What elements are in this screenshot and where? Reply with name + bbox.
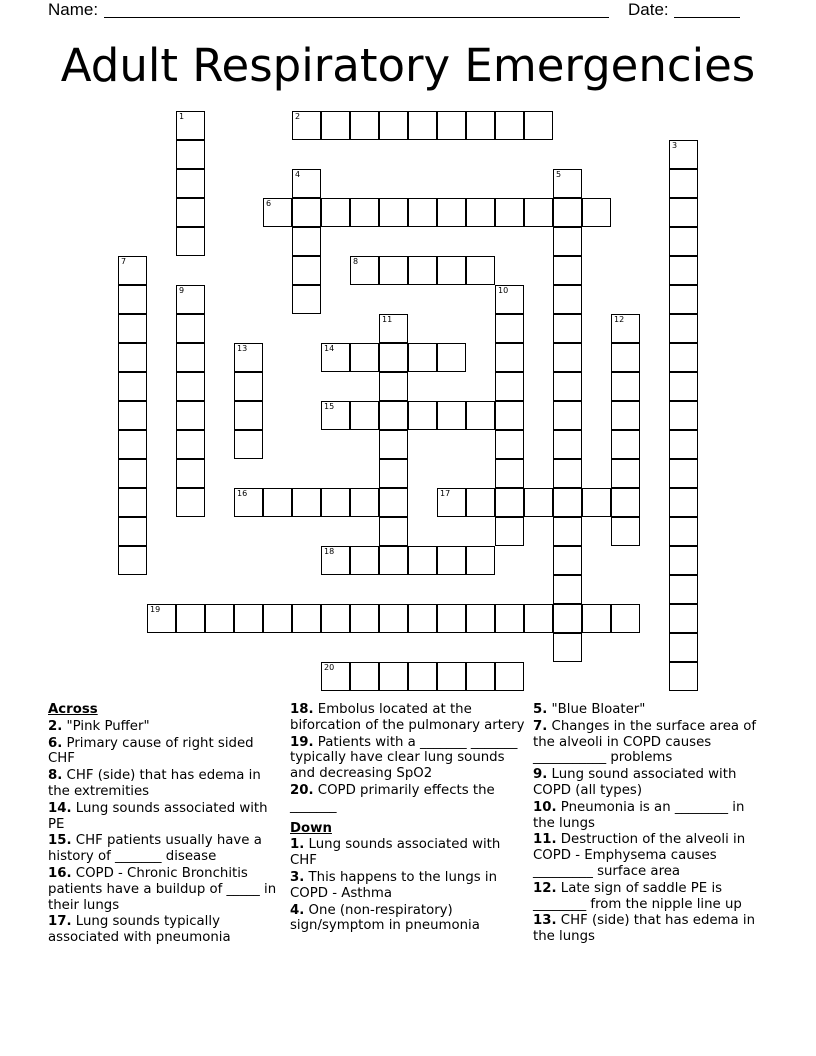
grid-cell[interactable]: [234, 604, 263, 633]
clue-across-15: 15. CHF patients usually have a history of _______ disease: [48, 833, 267, 865]
clue-across-8: 8. CHF (side) that has edema in the extremities: [48, 768, 265, 799]
grid-cell[interactable]: [234, 372, 263, 401]
grid-cell[interactable]: [379, 604, 408, 633]
grid-cell[interactable]: [292, 227, 321, 256]
grid-cell[interactable]: [350, 198, 379, 227]
grid-cell[interactable]: [437, 256, 466, 285]
grid-cell[interactable]: [582, 488, 611, 517]
grid-cell[interactable]: [495, 343, 524, 372]
grid-cell[interactable]: [669, 517, 698, 546]
grid-cell[interactable]: [669, 256, 698, 285]
grid-cell[interactable]: [466, 662, 495, 691]
grid-cell[interactable]: [321, 343, 350, 372]
grid-cell[interactable]: [118, 314, 147, 343]
grid-cell[interactable]: [524, 198, 553, 227]
grid-cell[interactable]: [408, 546, 437, 575]
clue-number: 19: [150, 605, 161, 614]
clue-number: 11: [382, 315, 393, 324]
grid-cell[interactable]: [611, 517, 640, 546]
grid-cell[interactable]: [350, 256, 379, 285]
grid-cell[interactable]: [466, 401, 495, 430]
grid-cell[interactable]: [669, 488, 698, 517]
grid-cell[interactable]: [669, 169, 698, 198]
grid-cell[interactable]: [176, 430, 205, 459]
clue-number: 2: [295, 112, 301, 121]
clue-number: 16: [237, 489, 248, 498]
grid-cell[interactable]: [524, 111, 553, 140]
clue-number: 18: [324, 547, 335, 556]
clue-number: 9: [179, 286, 185, 295]
grid-cell[interactable]: [495, 111, 524, 140]
clue-down-5: 5. "Blue Bloater": [533, 702, 646, 717]
grid-cell[interactable]: [147, 604, 176, 633]
grid-cell[interactable]: [611, 401, 640, 430]
grid-cell[interactable]: [118, 517, 147, 546]
clue-down-1: 1. Lung sounds associated with CHF: [290, 837, 505, 869]
grid-cell[interactable]: [379, 256, 408, 285]
grid-cell[interactable]: [437, 111, 466, 140]
grid-cell[interactable]: [466, 256, 495, 285]
grid-cell[interactable]: [321, 488, 350, 517]
grid-cell[interactable]: [495, 488, 524, 517]
grid-cell[interactable]: [437, 604, 466, 633]
clue-down-4: 4. One (non-respiratory) sign/symptom in pneumonia: [290, 902, 480, 934]
grid-cell[interactable]: [553, 546, 582, 575]
clue-number: 3: [672, 141, 678, 150]
grid-cell[interactable]: [350, 662, 379, 691]
clue-across-19: 19. Patients with a _______ _______ typically have clear lung sounds and decreasing SpO2: [290, 734, 522, 782]
grid-cell[interactable]: [495, 401, 524, 430]
clue-down-7: 7. Changes in the surface area of the alveoli in COPD causes ___________ problems: [533, 718, 761, 766]
grid-cell[interactable]: [669, 198, 698, 227]
clue-number: 7: [121, 257, 127, 266]
grid-cell[interactable]: [176, 140, 205, 169]
grid-cell[interactable]: [553, 227, 582, 256]
grid-cell[interactable]: [379, 459, 408, 488]
grid-cell[interactable]: [176, 285, 205, 314]
clue-down-10: 10. Pneumonia is an ________ in the lungs: [533, 799, 749, 831]
grid-cell[interactable]: [669, 662, 698, 691]
grid-cell[interactable]: [379, 314, 408, 343]
page-title: Adult Respiratory Emergencies: [60, 39, 756, 92]
grid-cell[interactable]: [669, 575, 698, 604]
grid-cell[interactable]: [495, 517, 524, 546]
grid-cell[interactable]: [176, 459, 205, 488]
grid-cell[interactable]: [321, 198, 350, 227]
grid-cell[interactable]: [176, 111, 205, 140]
grid-cell[interactable]: [379, 488, 408, 517]
grid-cell[interactable]: [234, 488, 263, 517]
grid-cell[interactable]: [437, 198, 466, 227]
grid-cell[interactable]: [611, 343, 640, 372]
grid-cell[interactable]: [553, 314, 582, 343]
grid-cell[interactable]: [553, 604, 582, 633]
date-label: Date:: [628, 0, 669, 19]
clue-down-12: 12. Late sign of saddle PE is ________ from the nipple line up: [533, 880, 742, 912]
clue-across-20: 20. COPD primarily effects the _______: [290, 782, 499, 814]
name-label: Name:: [48, 0, 99, 19]
grid-cell[interactable]: [437, 488, 466, 517]
grid-cell[interactable]: [350, 343, 379, 372]
grid-cell[interactable]: [669, 140, 698, 169]
clue-number: 17: [440, 489, 451, 498]
grid-cell[interactable]: [553, 401, 582, 430]
grid-cell[interactable]: [553, 169, 582, 198]
grid-cell[interactable]: [495, 604, 524, 633]
grid-cell[interactable]: [176, 169, 205, 198]
grid-cell[interactable]: [553, 430, 582, 459]
grid-cell[interactable]: [582, 198, 611, 227]
grid-cell[interactable]: [379, 517, 408, 546]
grid-cell[interactable]: [524, 604, 553, 633]
grid-cell[interactable]: [118, 401, 147, 430]
grid-cell[interactable]: [669, 604, 698, 633]
clue-down-11: 11. Destruction of the alveoli in COPD - Emphysema causes _________ surface area: [533, 832, 750, 879]
grid-cell[interactable]: [553, 285, 582, 314]
clue-number: 6: [266, 199, 272, 208]
grid-cell[interactable]: [408, 662, 437, 691]
across-heading: Across: [48, 702, 98, 717]
grid-cell[interactable]: [263, 198, 292, 227]
grid-cell[interactable]: [379, 111, 408, 140]
grid-cell[interactable]: [582, 604, 611, 633]
grid-cell[interactable]: [350, 401, 379, 430]
grid-cell[interactable]: [495, 285, 524, 314]
grid-cell[interactable]: [466, 604, 495, 633]
grid-cell[interactable]: [495, 198, 524, 227]
clue-number: 1: [179, 112, 185, 121]
grid-cell[interactable]: [379, 198, 408, 227]
grid-cell[interactable]: [350, 546, 379, 575]
clue-down-13: 13. CHF (side) that has edema in the lungs: [533, 913, 760, 945]
grid-cell[interactable]: [611, 604, 640, 633]
grid-cell[interactable]: [118, 546, 147, 575]
grid-cell[interactable]: [669, 459, 698, 488]
grid-cell[interactable]: [118, 372, 147, 401]
grid-cell[interactable]: [234, 430, 263, 459]
grid-cell[interactable]: [669, 314, 698, 343]
grid-cell[interactable]: [669, 285, 698, 314]
grid-cell[interactable]: [669, 372, 698, 401]
grid-cell[interactable]: [611, 488, 640, 517]
grid-cell[interactable]: [379, 372, 408, 401]
clue-column-2: [290, 702, 526, 935]
grid-cell[interactable]: [176, 227, 205, 256]
grid-cell[interactable]: [437, 662, 466, 691]
grid-cell[interactable]: [553, 372, 582, 401]
grid-cell[interactable]: [408, 343, 437, 372]
grid-cell[interactable]: [234, 401, 263, 430]
grid-cell[interactable]: [292, 604, 321, 633]
clue-down-3: 3. This happens to the lungs in COPD - Asthma: [290, 869, 502, 901]
grid-cell[interactable]: [466, 111, 495, 140]
grid-cell[interactable]: [611, 314, 640, 343]
grid-cell[interactable]: [669, 227, 698, 256]
grid-cell[interactable]: [292, 488, 321, 517]
grid-cell[interactable]: [408, 401, 437, 430]
clue-across-14: 14. Lung sounds associated with PE: [48, 800, 272, 832]
grid-cell[interactable]: [553, 517, 582, 546]
clue-number: 4: [295, 170, 301, 179]
grid-cell[interactable]: [176, 401, 205, 430]
grid-cell[interactable]: [379, 546, 408, 575]
grid-cell[interactable]: [176, 604, 205, 633]
clue-number: 5: [556, 170, 562, 179]
grid-cell[interactable]: [118, 256, 147, 285]
grid-cell[interactable]: [611, 459, 640, 488]
grid-cell[interactable]: [205, 604, 234, 633]
grid-cell[interactable]: [408, 198, 437, 227]
grid-cell[interactable]: [524, 488, 553, 517]
grid-cell[interactable]: [437, 343, 466, 372]
grid-cell[interactable]: [437, 546, 466, 575]
grid-cell[interactable]: [263, 604, 292, 633]
clue-down-9: 9. Lung sound associated with COPD (all types): [533, 767, 741, 798]
grid-cell[interactable]: [408, 604, 437, 633]
grid-cell[interactable]: [321, 604, 350, 633]
grid-cell[interactable]: [292, 198, 321, 227]
grid-cell[interactable]: [321, 662, 350, 691]
clue-across-16: 16. COPD - Chronic Bronchitis patients have a buildup of _____ in their lungs: [48, 865, 281, 913]
grid-cell[interactable]: [118, 430, 147, 459]
grid-cell[interactable]: [118, 285, 147, 314]
clue-column-3: [533, 702, 769, 946]
grid-cell[interactable]: [553, 198, 582, 227]
grid-cell[interactable]: [466, 488, 495, 517]
grid-cell[interactable]: [553, 575, 582, 604]
grid-cell[interactable]: [379, 343, 408, 372]
clue-number: 15: [324, 402, 335, 411]
grid-cell[interactable]: [379, 430, 408, 459]
clue-across-18: 18. Embolus located at the biforcation of the pulmonary artery: [290, 702, 525, 733]
grid-cell[interactable]: [669, 546, 698, 575]
grid-cell[interactable]: [495, 662, 524, 691]
grid-cell[interactable]: [669, 430, 698, 459]
grid-cell[interactable]: [118, 343, 147, 372]
grid-cell[interactable]: [379, 401, 408, 430]
grid-cell[interactable]: [292, 256, 321, 285]
grid-cell[interactable]: [176, 198, 205, 227]
clue-column-1: [48, 702, 284, 947]
grid-cell[interactable]: [321, 111, 350, 140]
clue-number: 8: [353, 257, 359, 266]
clue-number: 10: [498, 286, 509, 295]
clue-number: 20: [324, 663, 335, 672]
grid-cell[interactable]: [553, 633, 582, 662]
grid-cell[interactable]: [611, 430, 640, 459]
grid-cell[interactable]: [118, 459, 147, 488]
grid-cell[interactable]: [495, 430, 524, 459]
grid-cell[interactable]: [437, 401, 466, 430]
grid-cell[interactable]: [176, 314, 205, 343]
grid-cell[interactable]: [118, 488, 147, 517]
grid-cell[interactable]: [466, 198, 495, 227]
grid-cell[interactable]: [553, 488, 582, 517]
grid-cell[interactable]: [553, 459, 582, 488]
down-heading: Down: [290, 820, 332, 836]
grid-cell[interactable]: [408, 256, 437, 285]
grid-cell[interactable]: [669, 633, 698, 662]
grid-cell[interactable]: [553, 343, 582, 372]
grid-cell[interactable]: [176, 372, 205, 401]
clue-across-2: 2. "Pink Puffer": [48, 718, 150, 734]
clue-number: 12: [614, 315, 625, 324]
grid-cell[interactable]: [234, 343, 263, 372]
grid-cell[interactable]: [408, 111, 437, 140]
grid-cell[interactable]: [292, 169, 321, 198]
grid-cell[interactable]: [611, 372, 640, 401]
grid-cell[interactable]: [321, 546, 350, 575]
grid-cell[interactable]: [495, 372, 524, 401]
grid-cell[interactable]: [350, 488, 379, 517]
grid-cell[interactable]: [292, 111, 321, 140]
grid-cell[interactable]: [379, 662, 408, 691]
clue-number: 14: [324, 344, 335, 353]
grid-cell[interactable]: [669, 401, 698, 430]
grid-cell[interactable]: [176, 343, 205, 372]
grid-cell[interactable]: [495, 314, 524, 343]
grid-cell[interactable]: [263, 488, 292, 517]
grid-cell[interactable]: [176, 488, 205, 517]
clue-number: 13: [237, 344, 248, 353]
grid-cell[interactable]: [321, 401, 350, 430]
grid-cell[interactable]: [292, 285, 321, 314]
grid-cell[interactable]: [350, 111, 379, 140]
clue-across-6: 6. Primary cause of right sided CHF: [48, 735, 258, 767]
grid-cell[interactable]: [350, 604, 379, 633]
grid-cell[interactable]: [495, 459, 524, 488]
grid-cell[interactable]: [553, 256, 582, 285]
clue-across-17: 17. Lung sounds typically associated with pneumonia: [48, 914, 231, 946]
grid-cell[interactable]: [669, 343, 698, 372]
grid-cell[interactable]: [466, 546, 495, 575]
